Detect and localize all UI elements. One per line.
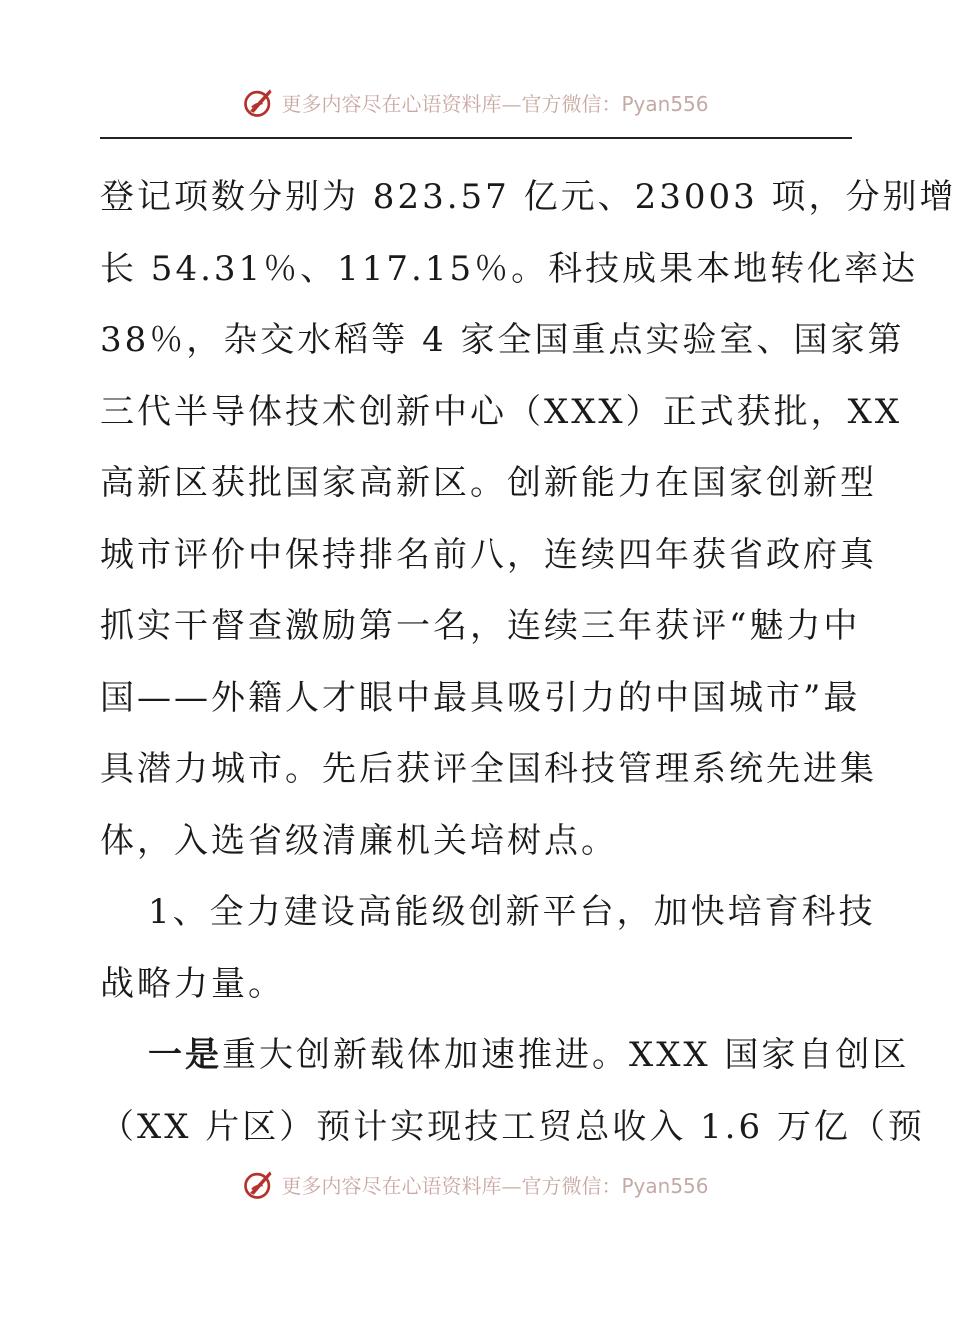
header-divider <box>100 137 852 139</box>
body-line: 国——外籍人才眼中最具吸引力的中国城市”最 <box>100 677 861 718</box>
body-line: 登记项数分别为 823.57 亿元、23003 项，分别增 <box>100 177 957 217</box>
body-line: 三代半导体技术创新中心（XXX）正式获批，XX <box>100 391 903 432</box>
watermark-wechat-id: Pyan556 <box>621 1173 709 1198</box>
quill-logo-icon <box>241 84 277 120</box>
point-one-line <box>100 1020 910 1092</box>
header-watermark <box>0 80 950 124</box>
body-line: 体，入选省级清廉机关培树点。 <box>100 820 618 861</box>
section-heading: 1、全力建设高能级创新平台，加快培育科技 <box>148 892 876 932</box>
body-line: 38％，杂交水稻等 4 家全国重点实验室、国家第 <box>100 320 905 360</box>
footer-watermark <box>0 1162 950 1206</box>
quill-logo-icon <box>241 1166 277 1202</box>
section-heading-continued: 战略力量。 <box>100 963 285 1004</box>
watermark-text: 更多内容尽在心语资料库—官方微信：Pyan556 <box>281 91 709 116</box>
body-line: 抓实干督查激励第一名，连续三年获评“魅力中 <box>100 606 861 646</box>
body-line: 高新区获批国家高新区。创新能力在国家创新型 <box>100 463 877 503</box>
point-one-text: 重大创新载体加速推进。XXX 国家自创区 <box>222 1035 910 1075</box>
watermark-wechat-id: Pyan556 <box>621 91 709 116</box>
body-line: 具潜力城市。先后获评全国科技管理系统先进集 <box>100 749 877 789</box>
point-one-line: （XX 片区）预计实现技工贸总收入 1.6 万亿（预 <box>100 1106 925 1147</box>
point-one-lead: 一是 <box>148 1035 222 1075</box>
watermark-text: 更多内容尽在心语资料库—官方微信：Pyan556 <box>281 1173 709 1198</box>
document-body <box>100 162 957 1163</box>
body-line: 城市评价中保持排名前八，连续四年获省政府真 <box>100 534 877 575</box>
body-line: 长 54.31％、117.15％。科技成果本地转化率达 <box>100 248 919 289</box>
